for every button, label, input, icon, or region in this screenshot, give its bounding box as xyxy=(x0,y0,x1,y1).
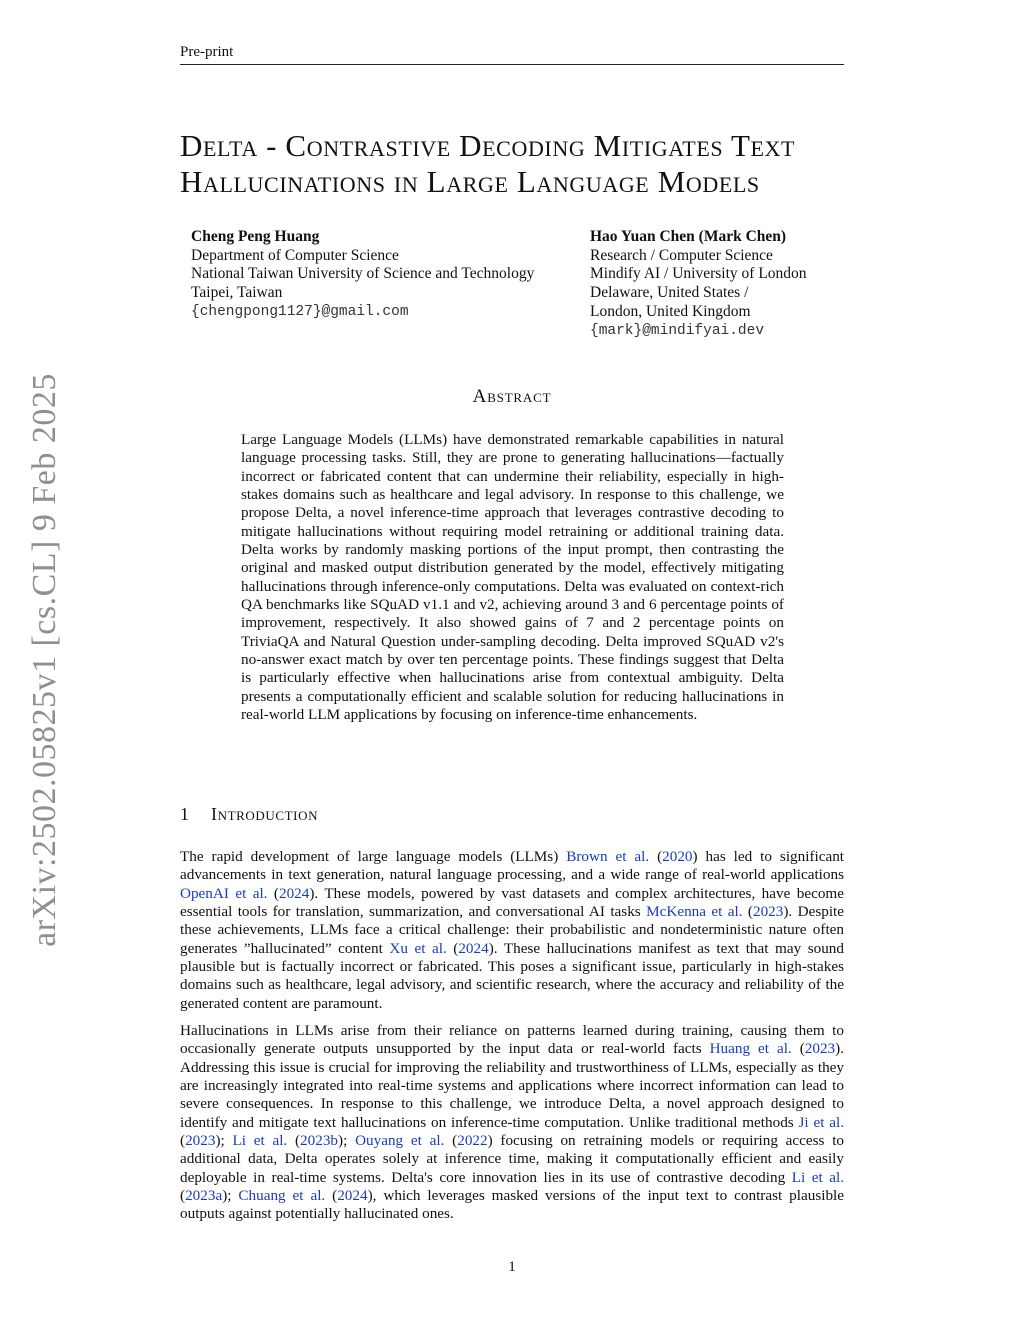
citation-link[interactable]: 2020 xyxy=(662,848,693,865)
citation-link[interactable]: McKenna et al. xyxy=(646,903,743,921)
citation-link[interactable]: 2024 xyxy=(337,1187,368,1205)
author-name: Cheng Peng Huang xyxy=(191,228,320,245)
paragraph-text: ). These models, powered by vast datasets and complex architectures, have become essential tools for translation, summarization, and conversational AI tasks xyxy=(180,884,844,921)
citation-link[interactable]: 2024 xyxy=(278,884,310,902)
paragraph-text: ( xyxy=(791,1040,805,1058)
abstract-body: Large Language Models (LLMs) have demonstrated remarkable capabilities in natural language processing tasks. Still, they are prone to generating hallucinations—factually incorrect or fabricated content that can undermine their reliability, especially in high-stakes domains such as healthcare and legal advisory. In response to this challenge, we propose Delta, a novel inference-time approach that leverages contrastive decoding to mitigate hallucinations without requiring model retraining or additional training data. Delta works by randomly masking portions of the input prompt, then contrasting the original and masked output distribution generated by the model, effectively mitigating hallucinations through inference-only computations. Delta was evaluated on context-rich QA benchmarks like SQuAD v1.1 and v2, achieving around 3 and 6 percentage points of improvement, respectively. It also showed gains of 7 and 2 percentage points on TriviaQA and Natural Question under-sampling decoding. Delta improved SQuAD v2's no-answer exact match by over ten percentage points. These findings suggest that Delta is particularly effective when hallucinations arise from contextual ambiguity. Delta presents a computationally efficient and scalable solution for reducing hallucinations in real-world LLM applications by focusing on inference-time enhancements. xyxy=(241,431,784,724)
author-affiliation: Mindify AI / University of London xyxy=(590,265,807,283)
intro-paragraph-2 xyxy=(180,1022,844,1224)
author-block-2 xyxy=(590,228,807,340)
paragraph-text: ) focusing on retraining models or requiring access to additional data, Delta operates solely at inference time, making it computationally efficient and easily deployable in real-time systems. Delta's core innovation lies in its use of contrastive decoding xyxy=(180,1132,845,1186)
author-block-1 xyxy=(191,228,534,322)
author-affiliation: Research / Computer Science xyxy=(590,246,773,264)
citation-link[interactable]: OpenAI et al. xyxy=(180,884,268,902)
citation-link[interactable]: 2023 xyxy=(752,903,784,921)
paragraph-text: ( xyxy=(287,1132,301,1150)
arxiv-stamp-text: arXiv:2502.05825v1 [cs.CL] 9 Feb 2025 xyxy=(26,373,63,947)
author-affiliation: Taipei, Taiwan xyxy=(191,284,283,302)
paragraph-text: ( xyxy=(742,903,753,921)
page-number: 1 xyxy=(508,1259,516,1275)
section-heading xyxy=(180,804,318,825)
citation-link[interactable]: Li et al. xyxy=(791,1168,845,1186)
citation-link[interactable]: 2024 xyxy=(458,939,489,957)
paragraph-text: ); xyxy=(222,1187,239,1205)
citation-link[interactable]: Chuang et al. xyxy=(238,1187,326,1205)
intro-paragraph-1 xyxy=(180,848,844,1013)
paragraph-text: The rapid development of large language models (LLMs) xyxy=(180,848,567,865)
author-affiliation: Delaware, United States / xyxy=(590,284,749,302)
citation-link[interactable]: Brown et al. xyxy=(566,848,650,865)
paragraph-text: ); xyxy=(338,1132,356,1150)
paragraph-text: ( xyxy=(446,939,459,957)
paper-title: Delta - Contrastive Decoding Mitigates Text Hallucinations in Large Language Models xyxy=(180,128,796,199)
citation-link[interactable]: Ouyang et al. xyxy=(355,1132,445,1150)
paragraph-text: ). Despite these achievements, LLMs face a critical challenge: their probabilistic and nondeterministic nature often generates ”hallucinated” content xyxy=(180,903,845,957)
citation-link[interactable]: 2023b xyxy=(300,1132,339,1150)
section-title: Introduction xyxy=(211,804,319,824)
running-header: Pre-print xyxy=(180,44,234,60)
paragraph-text: ( xyxy=(649,848,663,865)
header-rule xyxy=(180,64,844,65)
citation-link[interactable]: Huang et al. xyxy=(709,1040,792,1058)
citation-link[interactable]: Li et al. xyxy=(232,1132,288,1150)
author-affiliation: London, United Kingdom xyxy=(590,302,751,320)
author-name: Hao Yuan Chen (Mark Chen) xyxy=(590,228,787,245)
paragraph-text: ( xyxy=(180,1187,186,1205)
paragraph-text: ), which leverages masked versions of the input text to contrast plausible outputs against potentially hallucinated ones. xyxy=(180,1187,844,1223)
paragraph-text: ( xyxy=(444,1132,458,1150)
citation-link[interactable]: Ji et al. xyxy=(798,1113,844,1131)
author-affiliation: National Taiwan University of Science and Technology xyxy=(191,265,535,283)
paragraph-text: ). Addressing this issue is crucial for improving the reliability and trustworthiness of LLMs, especially as they are increasingly integrated into real-time systems and applications where incorrect information can lead to severe consequences. In response to this challenge, we introduce Delta, a novel approach designed to identify and mitigate text hallucinations on inference-time computation. Unlike traditional methods xyxy=(180,1040,844,1131)
paragraph-text: ). These hallucinations manifest as text that may sound plausible but is factually incorrect or fabricated. This poses a significant issue, particularly in high-stakes domains such as healthcare, legal advisory, and scientific research, where the accuracy and reliability of the generated content are paramount. xyxy=(180,939,844,1012)
paragraph-text: ); xyxy=(215,1132,233,1150)
arxiv-stamp xyxy=(20,365,70,955)
citation-link[interactable]: 2023 xyxy=(804,1040,836,1058)
abstract-heading: Abstract xyxy=(472,386,552,407)
author-affiliation: Department of Computer Science xyxy=(191,246,399,264)
paragraph-text: ) has led to significant advancements in text generation, natural language processing, and a wide range of real-world applications xyxy=(180,848,845,884)
paragraph-text: ( xyxy=(267,884,279,902)
paragraph-text: ( xyxy=(180,1132,186,1150)
citation-link[interactable]: Xu et al. xyxy=(389,939,447,957)
section-number: 1 xyxy=(180,804,190,824)
author-email[interactable]: {chengpong1127}@gmail.com xyxy=(191,303,409,320)
paragraph-text: Hallucinations in LLMs arise from their reliance on patterns learned during training, causing them to occasionally generate outputs unsupported by the input data or real-world facts xyxy=(180,1022,844,1058)
author-email[interactable]: {mark}@mindifyai.dev xyxy=(590,322,765,339)
citation-link[interactable]: 2023a xyxy=(185,1187,223,1205)
citation-link[interactable]: 2022 xyxy=(457,1132,488,1150)
paragraph-text: ( xyxy=(325,1187,338,1205)
citation-link[interactable]: 2023 xyxy=(185,1132,216,1150)
